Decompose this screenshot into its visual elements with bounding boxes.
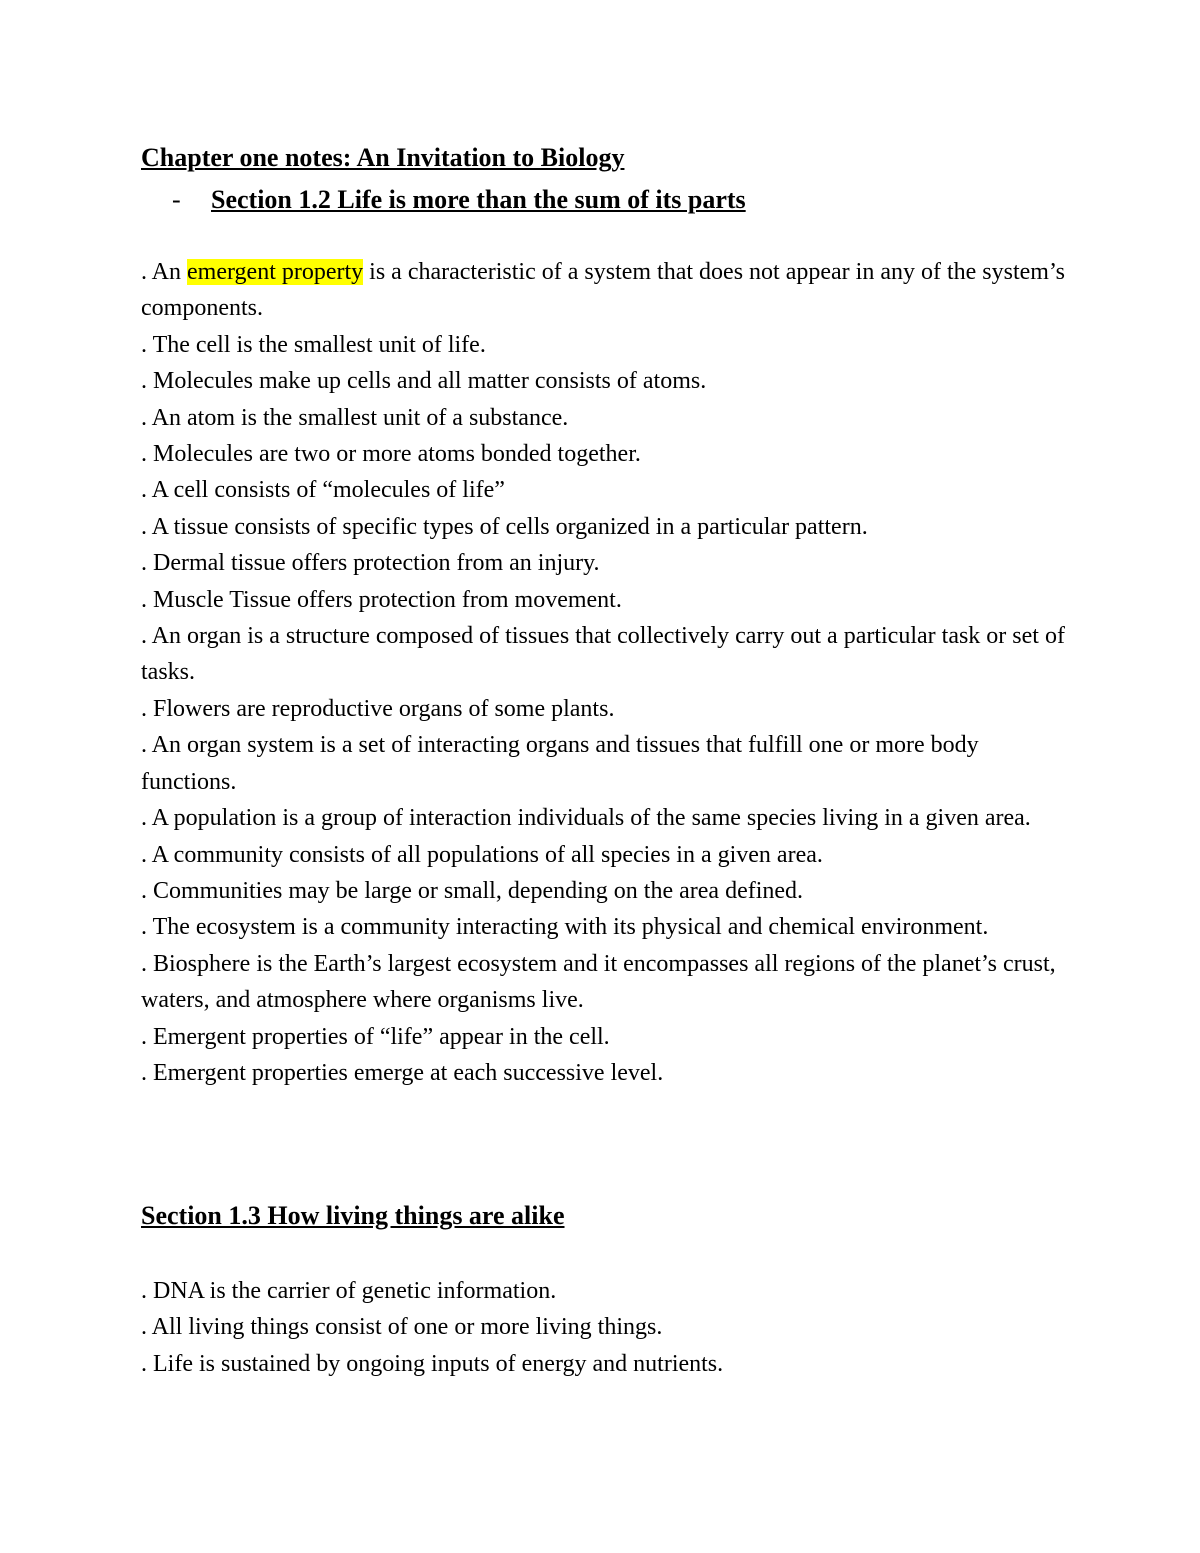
section-1-2-notes <box>141 254 1076 1091</box>
section-1-2-title: Section 1.2 Life is more than the sum of its parts <box>211 185 746 214</box>
note-line: . Molecules are two or more atoms bonded together. <box>141 441 641 468</box>
section-1-3-title: Section 1.3 How living things are alike <box>141 1201 565 1230</box>
note-line: . A community consists of all populations of all species in a given area. <box>141 841 823 868</box>
note-line: . A cell consists of “molecules of life” <box>141 477 505 504</box>
chapter-title: Chapter one notes: An Invitation to Biology <box>141 143 625 172</box>
note-line: . Life is sustained by ongoing inputs of energy and nutrients. <box>141 1350 724 1377</box>
note-line: . Biosphere is the Earth’s largest ecosystem and it encompasses all regions of the planet’s crust, waters, and atmosphere where organisms live. <box>141 950 1056 1014</box>
note-line: . The cell is the smallest unit of life. <box>141 331 486 358</box>
note-line: . A population is a group of interaction individuals of the same species living in a given area. <box>141 805 1031 832</box>
note-line: . An organ is a structure composed of tissues that collectively carry out a particular task or set of tasks. <box>141 623 1065 686</box>
note-line: . Communities may be large or small, depending on the area defined. <box>141 877 804 904</box>
note-line: . Emergent properties of “life” appear in the cell. <box>141 1023 610 1050</box>
note-emergent-property <box>141 254 1076 327</box>
note-line: . All living things consist of one or more living things. <box>141 1314 663 1341</box>
note-line: . Dermal tissue offers protection from an injury. <box>141 550 600 577</box>
note-line: . Emergent properties emerge at each successive level. <box>141 1059 664 1086</box>
highlighted-term: emergent property <box>187 259 364 285</box>
note-line: . Flowers are reproductive organs of some plants. <box>141 695 615 722</box>
note-line: . Muscle Tissue offers protection from movement. <box>141 586 622 613</box>
note-line: . DNA is the carrier of genetic information. <box>141 1278 557 1304</box>
section-1-3-notes <box>141 1273 1076 1382</box>
section-dash: - <box>172 185 181 214</box>
note-line: . Molecules make up cells and all matter consists of atoms. <box>141 368 707 395</box>
note-prefix: . An <box>141 259 188 285</box>
note-line: . The ecosystem is a community interacting with its physical and chemical environment. <box>141 914 989 941</box>
note-line: . An organ system is a set of interacting organs and tissues that fulfill one or more body functions. <box>141 732 979 795</box>
note-suffix: is a characteristic of a system that does not appear in any of the system’s components. <box>141 259 1065 322</box>
note-line: . An atom is the smallest unit of a substance. <box>141 404 569 431</box>
note-line: . A tissue consists of specific types of cells organized in a particular pattern. <box>141 513 868 540</box>
